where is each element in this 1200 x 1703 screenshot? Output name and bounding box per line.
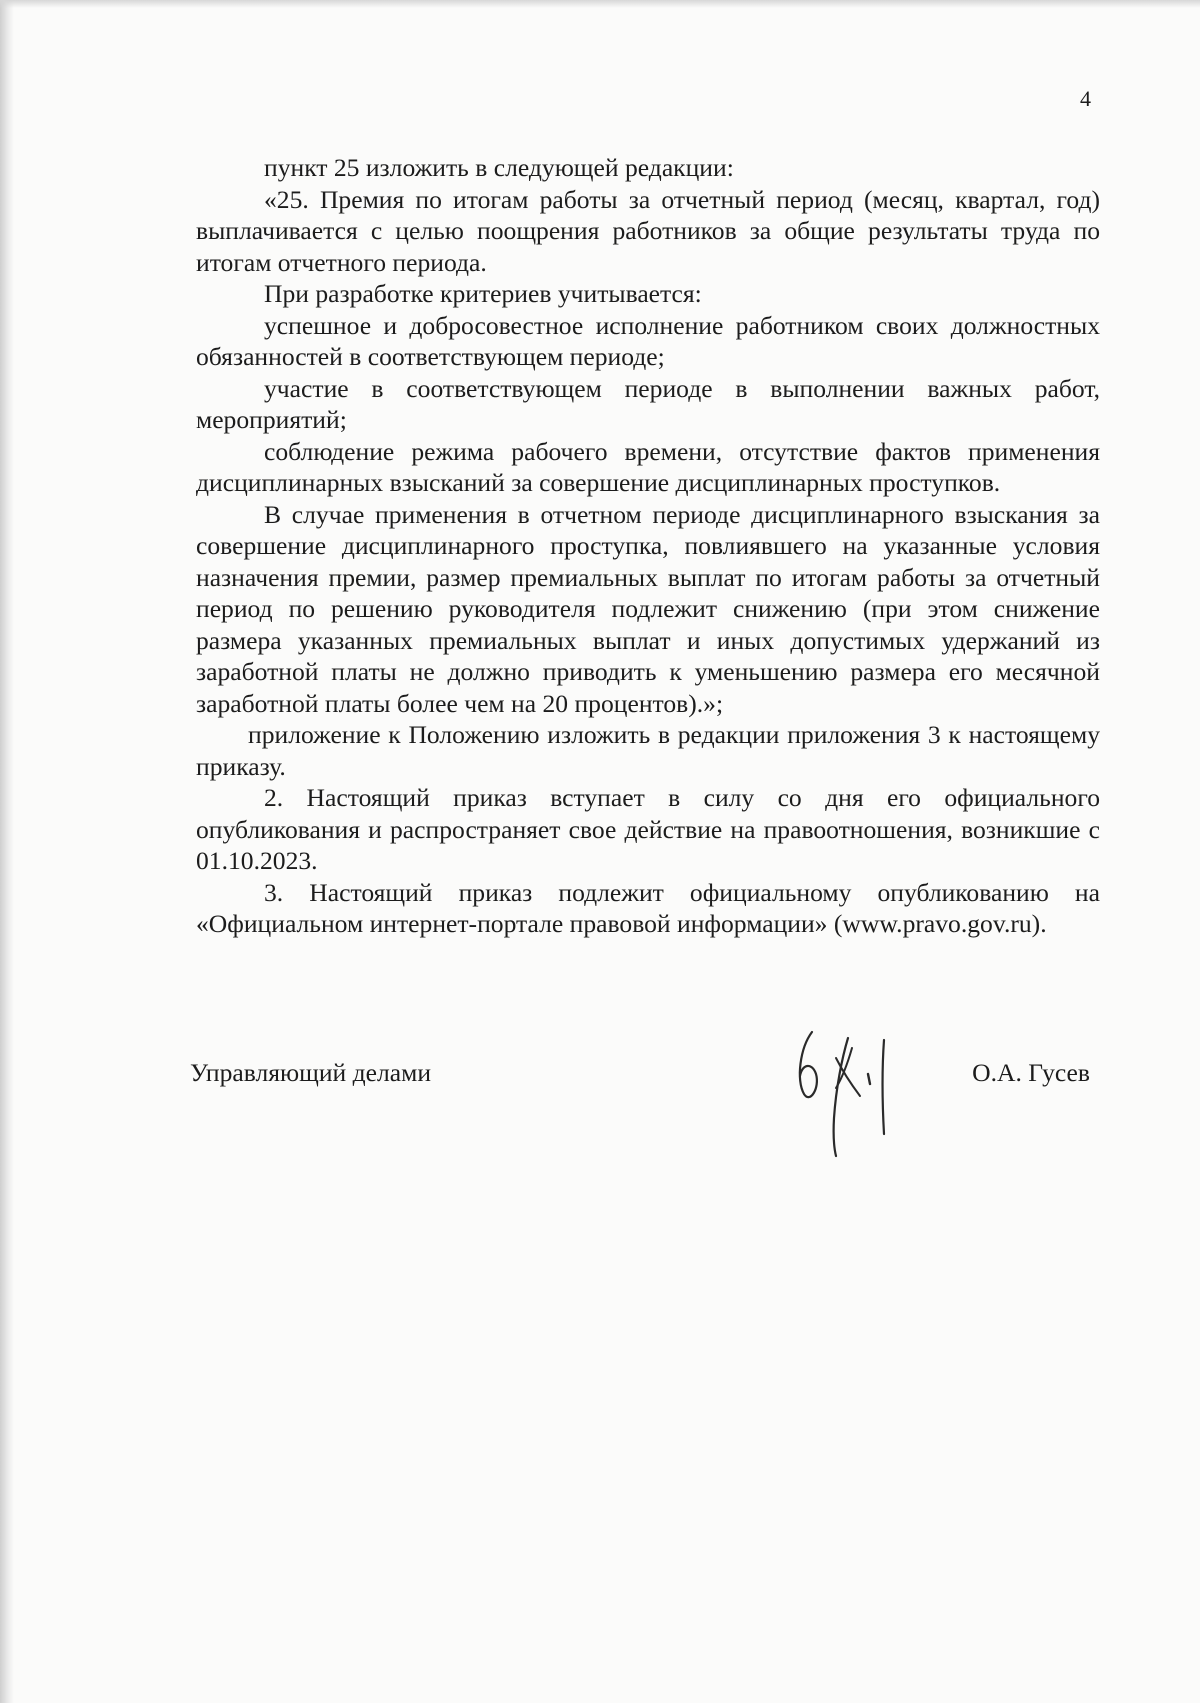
- scan-edge-top: [0, 0, 1200, 8]
- paragraph-bonus-reduction: В случае применения в отчетном периоде дисциплинарного взыскания за совершение дисциплинарного проступка, повлиявшего на указанные условия назначения премии, размер премиальных выплат по итогам работы за отчетный период по решению руководителя подлежит снижению (при этом снижение размера указанных премиальных выплат и иных допустимых удержаний из заработной платы не должно приводить к уменьшению размера его месячной заработной платы более чем на 20 процентов).»;: [196, 499, 1100, 718]
- paragraph-criterion-participation: участие в соответствующем периоде в выполнении важных работ, мероприятий;: [196, 373, 1100, 434]
- scan-edge-left: [0, 0, 14, 1703]
- paragraph-criteria-intro: При разработке критериев учитывается:: [264, 279, 702, 308]
- signatory-name: О.А. Гусев: [972, 1058, 1090, 1087]
- signature-block: [190, 1058, 1100, 1098]
- paragraph-clause-25-intro: пункт 25 изложить в следующей редакции:: [264, 153, 734, 182]
- paragraph-appendix: приложение к Положению изложить в редакции приложения 3 к настоящему приказу.: [196, 720, 1100, 781]
- document-body: [196, 152, 1100, 940]
- paragraph-item-2: 2. Настоящий приказ вступает в силу со дня его официального опубликования и распространяет свое действие на правоотношения, возникшие с 01.10.2023.: [196, 783, 1100, 875]
- paragraph-item-3: 3. Настоящий приказ подлежит официальному опубликованию на «Официальном интернет-портале правовой информации» (www.pravo.gov.ru).: [196, 877, 1100, 938]
- signatory-position: Управляющий делами: [190, 1058, 432, 1087]
- paragraph-criterion-discipline: соблюдение режима рабочего времени, отсутствие фактов применения дисциплинарных взысканий за совершение дисциплинарных проступков.: [196, 436, 1100, 497]
- paragraph-criterion-duties: успешное и добросовестное исполнение работником своих должностных обязанностей в соответствующем периоде;: [196, 310, 1100, 371]
- page-number: 4: [1080, 86, 1091, 111]
- handwritten-signature: [790, 1018, 900, 1158]
- paragraph-clause-25-text: «25. Премия по итогам работы за отчетный период (месяц, квартал, год) выплачивается с целью поощрения работников за общие результаты труда по итогам отчетного периода.: [196, 184, 1100, 277]
